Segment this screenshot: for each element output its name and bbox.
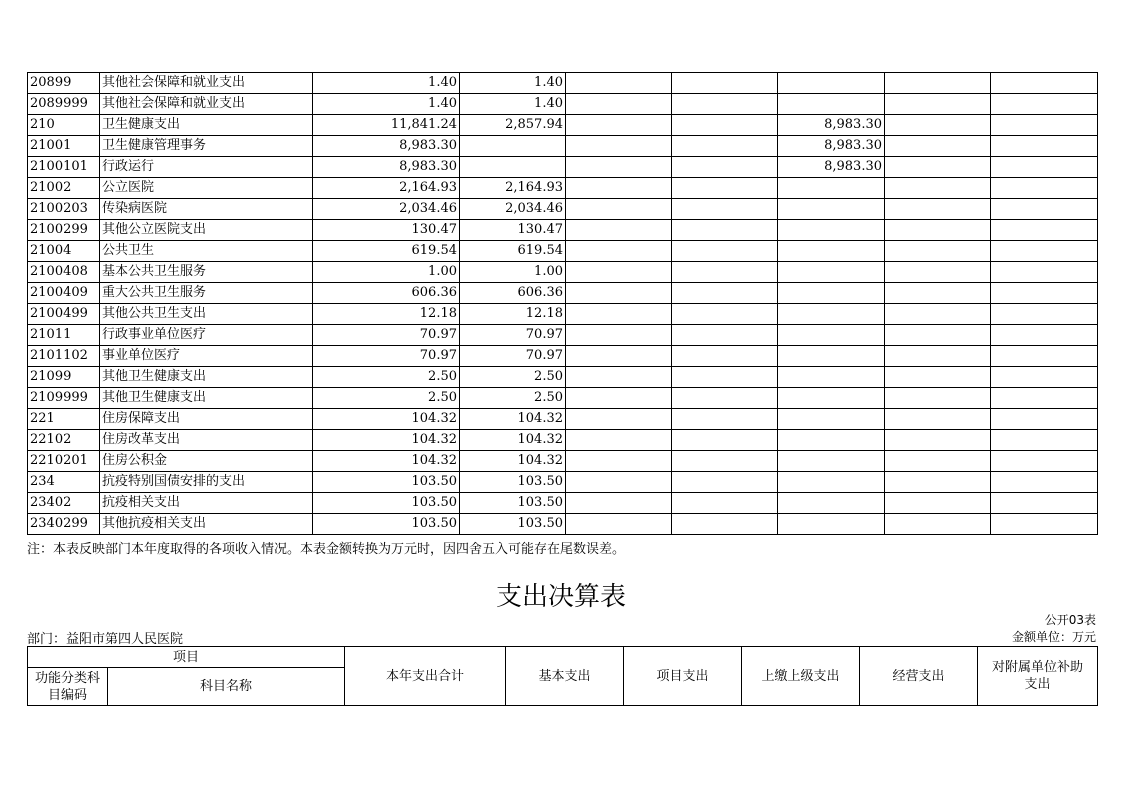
table-row bbox=[28, 199, 1098, 220]
amount-cell: 2.50 bbox=[313, 367, 460, 388]
amount-cell bbox=[566, 493, 672, 514]
amount-cell bbox=[566, 220, 672, 241]
amount-cell bbox=[991, 409, 1098, 430]
amount-cell bbox=[991, 157, 1098, 178]
code-cell: 2100299 bbox=[28, 220, 100, 241]
amount-cell: 103.50 bbox=[460, 493, 566, 514]
amount-cell bbox=[778, 73, 885, 94]
amount-cell bbox=[566, 157, 672, 178]
code-cell: 21001 bbox=[28, 136, 100, 157]
table-row bbox=[28, 220, 1098, 241]
amount-cell: 2,034.46 bbox=[460, 199, 566, 220]
code-cell: 23402 bbox=[28, 493, 100, 514]
name-cell: 其他社会保障和就业支出 bbox=[100, 73, 313, 94]
table-row bbox=[28, 430, 1098, 451]
amount-cell bbox=[885, 283, 991, 304]
table-row bbox=[28, 346, 1098, 367]
amount-cell bbox=[566, 325, 672, 346]
amount-cell bbox=[778, 451, 885, 472]
amount-cell bbox=[991, 73, 1098, 94]
header-code: 功能分类科目编码 bbox=[28, 668, 108, 706]
amount-cell: 8,983.30 bbox=[313, 136, 460, 157]
amount-cell bbox=[991, 472, 1098, 493]
amount-cell bbox=[991, 451, 1098, 472]
amount-cell: 103.50 bbox=[313, 493, 460, 514]
header-operating: 经营支出 bbox=[860, 647, 978, 706]
amount-cell bbox=[566, 241, 672, 262]
amount-cell bbox=[672, 493, 778, 514]
amount-cell bbox=[991, 220, 1098, 241]
amount-cell bbox=[885, 262, 991, 283]
table-row bbox=[28, 367, 1098, 388]
amount-cell bbox=[991, 178, 1098, 199]
header-name: 科目名称 bbox=[108, 668, 345, 706]
amount-cell bbox=[566, 346, 672, 367]
amount-cell bbox=[991, 241, 1098, 262]
amount-cell bbox=[672, 304, 778, 325]
amount-cell bbox=[672, 241, 778, 262]
code-cell: 2109999 bbox=[28, 388, 100, 409]
department-label: 部门：益阳市第四人民医院 bbox=[27, 632, 184, 647]
amount-cell bbox=[778, 325, 885, 346]
amount-cell bbox=[672, 136, 778, 157]
name-cell: 公立医院 bbox=[100, 178, 313, 199]
amount-cell: 130.47 bbox=[313, 220, 460, 241]
amount-cell: 8,983.30 bbox=[313, 157, 460, 178]
name-cell: 行政事业单位医疗 bbox=[100, 325, 313, 346]
amount-cell bbox=[885, 346, 991, 367]
amount-cell bbox=[672, 199, 778, 220]
amount-cell bbox=[991, 283, 1098, 304]
amount-cell: 104.32 bbox=[313, 451, 460, 472]
amount-cell bbox=[778, 388, 885, 409]
code-cell: 221 bbox=[28, 409, 100, 430]
amount-cell bbox=[991, 325, 1098, 346]
amount-cell: 103.50 bbox=[460, 472, 566, 493]
amount-cell bbox=[991, 493, 1098, 514]
name-cell: 卫生健康支出 bbox=[100, 115, 313, 136]
amount-cell bbox=[566, 367, 672, 388]
amount-cell bbox=[991, 136, 1098, 157]
amount-cell bbox=[566, 199, 672, 220]
table-row bbox=[28, 178, 1098, 199]
amount-cell bbox=[566, 451, 672, 472]
amount-cell: 2,164.93 bbox=[460, 178, 566, 199]
amount-cell: 8,983.30 bbox=[778, 115, 885, 136]
header-superior: 上缴上级支出 bbox=[742, 647, 860, 706]
amount-cell bbox=[885, 73, 991, 94]
name-cell: 抗疫相关支出 bbox=[100, 493, 313, 514]
name-cell: 其他卫生健康支出 bbox=[100, 367, 313, 388]
amount-cell bbox=[885, 451, 991, 472]
code-cell: 2089999 bbox=[28, 94, 100, 115]
amount-cell: 1.00 bbox=[460, 262, 566, 283]
amount-cell bbox=[885, 472, 991, 493]
amount-cell bbox=[566, 136, 672, 157]
code-cell: 2101102 bbox=[28, 346, 100, 367]
header-total: 本年支出合计 bbox=[345, 647, 506, 706]
code-cell: 210 bbox=[28, 115, 100, 136]
amount-cell bbox=[566, 304, 672, 325]
amount-cell bbox=[672, 283, 778, 304]
table-row bbox=[28, 241, 1098, 262]
amount-cell: 1.40 bbox=[313, 94, 460, 115]
code-cell: 234 bbox=[28, 472, 100, 493]
code-cell: 2340299 bbox=[28, 514, 100, 535]
amount-cell bbox=[672, 367, 778, 388]
amount-cell bbox=[566, 409, 672, 430]
table-row bbox=[28, 493, 1098, 514]
amount-cell bbox=[991, 262, 1098, 283]
amount-cell bbox=[778, 241, 885, 262]
amount-cell: 619.54 bbox=[313, 241, 460, 262]
amount-cell: 606.36 bbox=[313, 283, 460, 304]
amount-cell bbox=[566, 73, 672, 94]
amount-cell bbox=[885, 388, 991, 409]
amount-cell: 70.97 bbox=[460, 346, 566, 367]
amount-cell: 11,841.24 bbox=[313, 115, 460, 136]
table-row bbox=[28, 283, 1098, 304]
code-cell: 21011 bbox=[28, 325, 100, 346]
amount-cell: 1.40 bbox=[313, 73, 460, 94]
amount-cell: 70.97 bbox=[313, 325, 460, 346]
name-cell: 抗疫特别国债安排的支出 bbox=[100, 472, 313, 493]
amount-cell: 2,034.46 bbox=[313, 199, 460, 220]
amount-cell: 1.00 bbox=[313, 262, 460, 283]
amount-cell bbox=[885, 514, 991, 535]
code-cell: 20899 bbox=[28, 73, 100, 94]
amount-cell: 1.40 bbox=[460, 73, 566, 94]
name-cell: 其他公共卫生支出 bbox=[100, 304, 313, 325]
name-cell: 传染病医院 bbox=[100, 199, 313, 220]
amount-cell: 2.50 bbox=[460, 367, 566, 388]
amount-cell bbox=[885, 430, 991, 451]
amount-cell bbox=[885, 409, 991, 430]
code-cell: 21004 bbox=[28, 241, 100, 262]
table-row bbox=[28, 157, 1098, 178]
amount-cell: 104.32 bbox=[313, 430, 460, 451]
amount-cell bbox=[672, 451, 778, 472]
amount-cell bbox=[778, 430, 885, 451]
amount-cell bbox=[460, 136, 566, 157]
amount-cell bbox=[566, 472, 672, 493]
income-table-body bbox=[28, 73, 1098, 535]
table-row bbox=[28, 409, 1098, 430]
amount-cell bbox=[778, 346, 885, 367]
code-cell: 21099 bbox=[28, 367, 100, 388]
amount-cell bbox=[885, 178, 991, 199]
amount-cell bbox=[778, 493, 885, 514]
code-cell: 2210201 bbox=[28, 451, 100, 472]
amount-cell bbox=[991, 346, 1098, 367]
amount-cell: 2.50 bbox=[460, 388, 566, 409]
amount-cell bbox=[885, 157, 991, 178]
amount-cell bbox=[566, 388, 672, 409]
amount-cell bbox=[566, 262, 672, 283]
name-cell: 住房改革支出 bbox=[100, 430, 313, 451]
amount-cell bbox=[672, 325, 778, 346]
amount-cell bbox=[991, 430, 1098, 451]
code-cell: 2100499 bbox=[28, 304, 100, 325]
amount-cell bbox=[778, 304, 885, 325]
amount-cell bbox=[885, 136, 991, 157]
amount-cell: 606.36 bbox=[460, 283, 566, 304]
amount-cell bbox=[991, 514, 1098, 535]
amount-cell bbox=[672, 409, 778, 430]
amount-cell bbox=[672, 346, 778, 367]
amount-cell: 104.32 bbox=[460, 430, 566, 451]
amount-cell bbox=[778, 199, 885, 220]
amount-cell bbox=[885, 325, 991, 346]
table-row bbox=[28, 136, 1098, 157]
code-cell: 2100101 bbox=[28, 157, 100, 178]
amount-cell: 104.32 bbox=[313, 409, 460, 430]
name-cell: 其他社会保障和就业支出 bbox=[100, 94, 313, 115]
amount-cell: 130.47 bbox=[460, 220, 566, 241]
amount-cell bbox=[991, 304, 1098, 325]
amount-cell: 1.40 bbox=[460, 94, 566, 115]
amount-cell: 103.50 bbox=[313, 514, 460, 535]
amount-cell bbox=[566, 178, 672, 199]
amount-cell bbox=[991, 388, 1098, 409]
amount-cell: 70.97 bbox=[313, 346, 460, 367]
amount-cell: 8,983.30 bbox=[778, 157, 885, 178]
code-cell: 2100203 bbox=[28, 199, 100, 220]
amount-cell: 103.50 bbox=[460, 514, 566, 535]
name-cell: 事业单位医疗 bbox=[100, 346, 313, 367]
name-cell: 其他卫生健康支出 bbox=[100, 388, 313, 409]
amount-cell: 8,983.30 bbox=[778, 136, 885, 157]
amount-cell bbox=[991, 115, 1098, 136]
amount-unit: 金额单位：万元 bbox=[1011, 630, 1096, 644]
name-cell: 公共卫生 bbox=[100, 241, 313, 262]
amount-cell bbox=[778, 178, 885, 199]
amount-cell bbox=[991, 367, 1098, 388]
amount-cell bbox=[672, 220, 778, 241]
amount-cell bbox=[885, 367, 991, 388]
amount-cell bbox=[778, 262, 885, 283]
amount-cell bbox=[778, 514, 885, 535]
amount-cell bbox=[672, 73, 778, 94]
amount-cell: 12.18 bbox=[313, 304, 460, 325]
form-number: 公开03表 bbox=[1044, 613, 1096, 627]
page-title: 支出决算表 bbox=[495, 582, 626, 612]
code-cell: 21002 bbox=[28, 178, 100, 199]
code-cell: 22102 bbox=[28, 430, 100, 451]
header-subsidy: 对附属单位补助支出 bbox=[978, 647, 1098, 706]
table-row bbox=[28, 472, 1098, 493]
expenditure-table-header bbox=[27, 646, 1098, 706]
amount-cell: 104.32 bbox=[460, 451, 566, 472]
header-item: 项目 bbox=[28, 647, 345, 668]
amount-cell bbox=[778, 472, 885, 493]
amount-cell: 104.32 bbox=[460, 409, 566, 430]
amount-cell: 12.18 bbox=[460, 304, 566, 325]
amount-cell: 2.50 bbox=[313, 388, 460, 409]
amount-cell bbox=[672, 388, 778, 409]
table-row bbox=[28, 325, 1098, 346]
amount-cell bbox=[566, 94, 672, 115]
amount-cell bbox=[885, 220, 991, 241]
header-basic: 基本支出 bbox=[506, 647, 624, 706]
table-row bbox=[28, 94, 1098, 115]
name-cell: 行政运行 bbox=[100, 157, 313, 178]
amount-cell bbox=[672, 94, 778, 115]
code-cell: 2100408 bbox=[28, 262, 100, 283]
table-row bbox=[28, 388, 1098, 409]
name-cell: 住房保障支出 bbox=[100, 409, 313, 430]
table-row bbox=[28, 514, 1098, 535]
name-cell: 其他公立医院支出 bbox=[100, 220, 313, 241]
table-row bbox=[28, 115, 1098, 136]
amount-cell bbox=[991, 94, 1098, 115]
amount-cell bbox=[566, 430, 672, 451]
amount-cell bbox=[991, 199, 1098, 220]
name-cell: 基本公共卫生服务 bbox=[100, 262, 313, 283]
amount-cell bbox=[885, 94, 991, 115]
amount-cell bbox=[672, 178, 778, 199]
code-cell: 2100409 bbox=[28, 283, 100, 304]
table-row bbox=[28, 262, 1098, 283]
name-cell: 住房公积金 bbox=[100, 451, 313, 472]
header-project: 项目支出 bbox=[624, 647, 742, 706]
amount-cell bbox=[778, 283, 885, 304]
table-row bbox=[28, 304, 1098, 325]
amount-cell bbox=[885, 241, 991, 262]
amount-cell bbox=[885, 115, 991, 136]
table-row bbox=[28, 451, 1098, 472]
amount-cell bbox=[778, 94, 885, 115]
amount-cell bbox=[885, 304, 991, 325]
amount-cell bbox=[885, 199, 991, 220]
amount-cell bbox=[778, 367, 885, 388]
amount-cell bbox=[672, 430, 778, 451]
amount-cell bbox=[460, 157, 566, 178]
amount-cell: 103.50 bbox=[313, 472, 460, 493]
amount-cell bbox=[566, 283, 672, 304]
amount-cell bbox=[672, 514, 778, 535]
name-cell: 重大公共卫生服务 bbox=[100, 283, 313, 304]
amount-cell: 619.54 bbox=[460, 241, 566, 262]
amount-cell: 70.97 bbox=[460, 325, 566, 346]
amount-cell bbox=[778, 220, 885, 241]
amount-cell bbox=[885, 493, 991, 514]
amount-cell: 2,164.93 bbox=[313, 178, 460, 199]
amount-cell: 2,857.94 bbox=[460, 115, 566, 136]
income-table bbox=[27, 72, 1098, 535]
table-row bbox=[28, 73, 1098, 94]
amount-cell bbox=[672, 472, 778, 493]
amount-cell bbox=[566, 514, 672, 535]
amount-cell bbox=[672, 157, 778, 178]
amount-cell bbox=[672, 262, 778, 283]
name-cell: 卫生健康管理事务 bbox=[100, 136, 313, 157]
amount-cell bbox=[672, 115, 778, 136]
amount-cell bbox=[778, 409, 885, 430]
amount-cell bbox=[566, 115, 672, 136]
table-note: 注：本表反映部门本年度取得的各项收入情况。本表金额转换为万元时，因四舍五入可能存在尾数误差。 bbox=[27, 542, 626, 557]
name-cell: 其他抗疫相关支出 bbox=[100, 514, 313, 535]
